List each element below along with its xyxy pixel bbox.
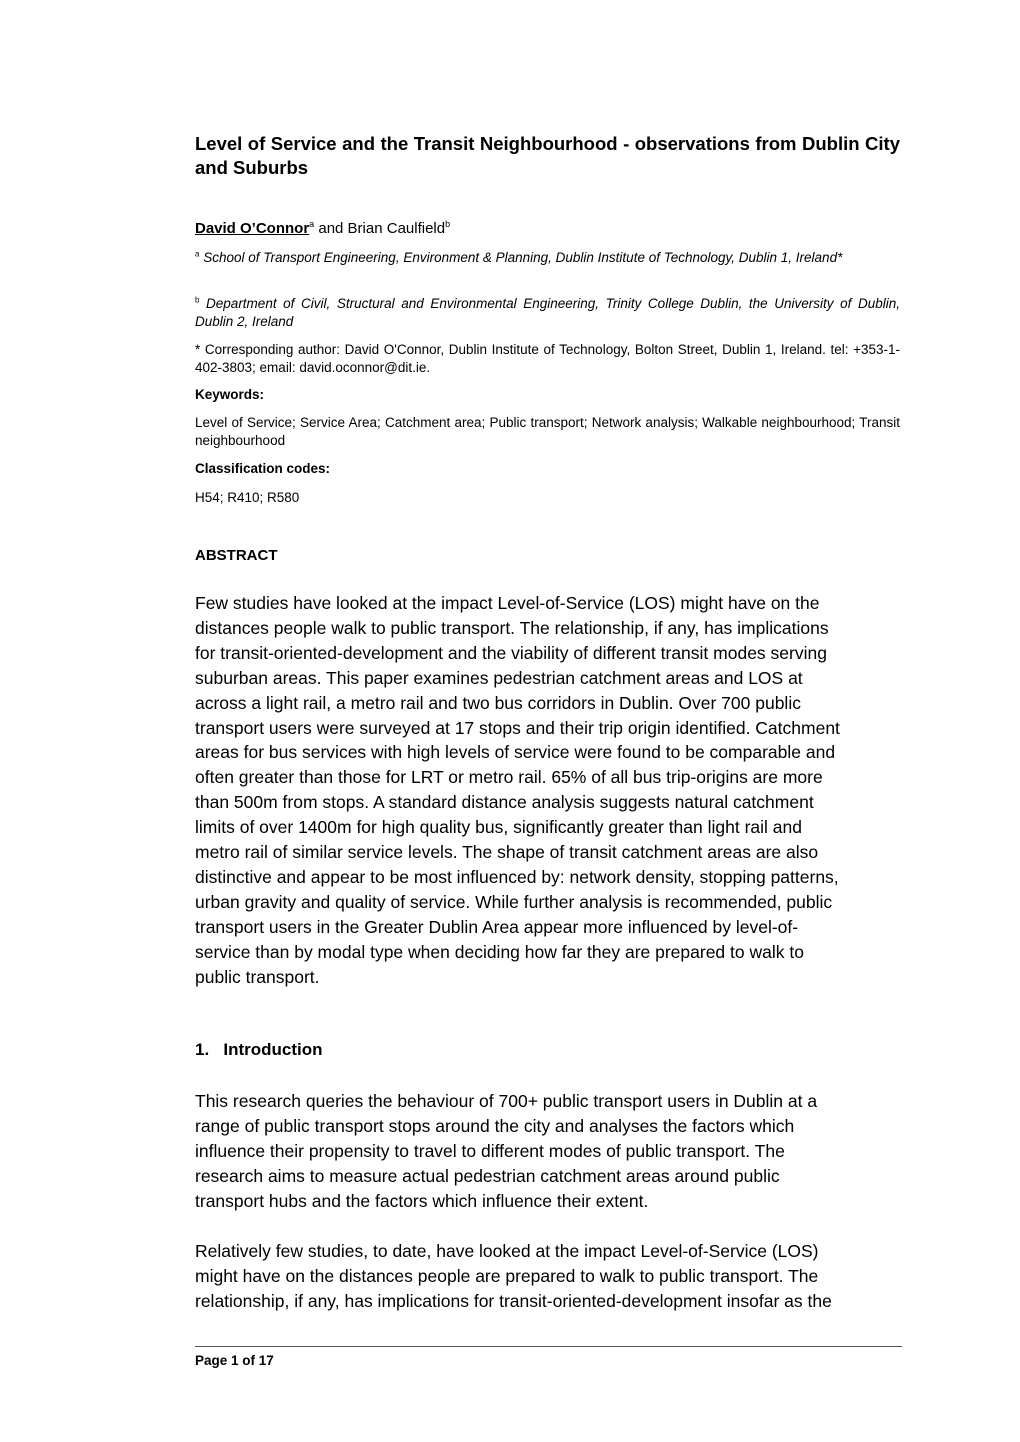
abstract-line: limits of over 1400m for high quality bus, significantly greater than light rail and <box>195 817 802 838</box>
abstract-line: transport users were surveyed at 17 stops and their trip origin identified. Catchment <box>195 717 840 738</box>
affiliation-b-mark: b <box>195 295 200 305</box>
abstract-line: across a light rail, a metro rail and two bus corridors in Dublin. Over 700 public <box>195 692 801 713</box>
affiliation-a <box>195 249 900 267</box>
abstract-line: for transit-oriented-development and the viability of different transit modes serving <box>195 642 827 663</box>
paragraph-line: might have on the distances people are prepared to walk to public transport. The <box>195 1265 819 1286</box>
paragraph-line: Relatively few studies, to date, have looked at the impact Level-of-Service (LOS) <box>195 1241 819 1261</box>
paragraph-line: range of public transport stops around the city and analyses the factors which <box>195 1115 795 1136</box>
co-author-name: and Brian Caulfield <box>314 220 446 237</box>
introduction-heading: 1. Introduction <box>195 1040 323 1059</box>
paragraph-line: influence their propensity to travel to different modes of public transport. The <box>195 1140 785 1161</box>
author2-affiliation-mark: b <box>445 219 451 229</box>
affiliation-b-text: Department of Civil, Structural and Environmental Engineering, Trinity College Dublin, the University of Dublin, Dublin 2, Ireland <box>195 296 900 329</box>
paragraph-line: This research queries the behaviour of 700+ public transport users in Dublin at a <box>195 1091 818 1111</box>
abstract-line: areas for bus services with high levels of service were found to be comparable and <box>195 742 836 763</box>
abstract-line: Few studies have looked at the impact Level-of-Service (LOS) might have on the <box>195 593 820 613</box>
abstract-heading: ABSTRACT <box>195 547 278 564</box>
page-number: Page 1 of 17 <box>195 1353 274 1368</box>
classification-heading: Classification codes: <box>195 461 331 476</box>
paragraph-line: relationship, if any, has implications for transit-oriented-development insofar as the <box>195 1290 832 1311</box>
introduction-paragraph-1 <box>195 1089 895 1214</box>
paragraph-line: research aims to measure actual pedestrian catchment areas around public <box>195 1165 780 1186</box>
abstract-line: distinctive and appear to be most influenced by: network density, stopping patterns, <box>195 866 839 887</box>
footer-divider <box>195 1346 902 1347</box>
abstract-body <box>195 591 895 990</box>
abstract-line: transport users in the Greater Dublin Area appear more influenced by level-of- <box>195 916 799 937</box>
paper-title: Level of Service and the Transit Neighbourhood - observations from Dublin City and Suburbs <box>195 133 900 178</box>
affiliation-a-mark: a <box>195 249 200 259</box>
abstract-line: often greater than those for LRT or metro rail. 65% of all bus trip-origins are more <box>195 767 823 788</box>
keywords-heading: Keywords: <box>195 387 265 402</box>
affiliation-b <box>195 295 900 331</box>
affiliation-a-text: School of Transport Engineering, Environment & Planning, Dublin Institute of Technology, Dublin 1, Ireland* <box>199 250 843 265</box>
classification-codes: H54; R410; R580 <box>195 490 300 505</box>
corresponding-author-note: * Corresponding author: David O'Connor, Dublin Institute of Technology, Bolton Street, Dublin 1, Ireland. tel: +353-1-402-3803; email: david.oconnor@dit.ie. <box>195 342 900 375</box>
paragraph-line: transport hubs and the factors which influence their extent. <box>195 1190 649 1211</box>
introduction-paragraph-2 <box>195 1239 895 1314</box>
author1-affiliation-mark: a <box>309 219 315 229</box>
abstract-line: public transport. <box>195 966 320 987</box>
abstract-line: service than by modal type when deciding how far they are prepared to walk to <box>195 941 804 962</box>
abstract-line: distances people walk to public transport. The relationship, if any, has implications <box>195 617 829 638</box>
abstract-line: urban gravity and quality of service. While further analysis is recommended, public <box>195 891 833 912</box>
author-line <box>195 219 900 239</box>
abstract-line: than 500m from stops. A standard distance analysis suggests natural catchment <box>195 792 814 813</box>
abstract-line: metro rail of similar service levels. The shape of transit catchment areas are also <box>195 842 819 863</box>
abstract-line: suburban areas. This paper examines pedestrian catchment areas and LOS at <box>195 667 803 688</box>
keywords-text: Level of Service; Service Area; Catchment area; Public transport; Network analysis; Walkable neighbourhood; Transit neighbourhood <box>195 415 900 448</box>
corresponding-author-name: David O’Connor <box>195 220 310 237</box>
